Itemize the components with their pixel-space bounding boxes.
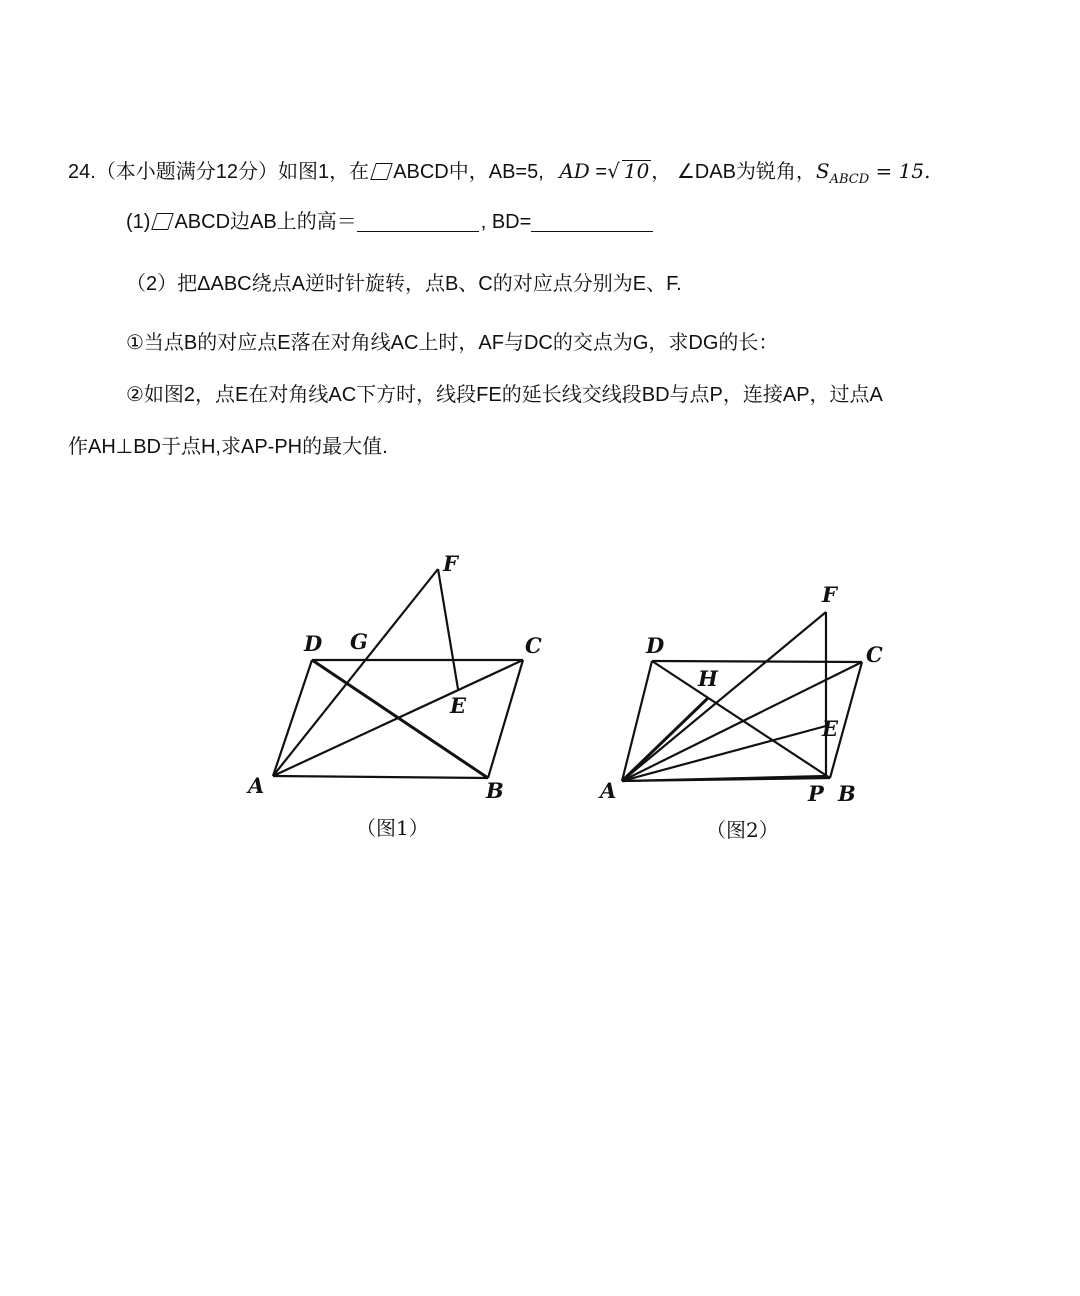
figure-1-caption: （图1）	[356, 816, 429, 840]
label-c: C	[525, 633, 542, 658]
edge-bc	[488, 660, 523, 778]
sub2-line1: ②如图2，点E在对角线AC下方时，线段FE的延长线交线段BD与点P，连接AP，过点A	[126, 384, 883, 406]
figure-2	[590, 570, 900, 815]
part1-text: ABCD边AB上的高＝	[174, 211, 357, 233]
diagonal-bd	[312, 660, 488, 778]
figure-1	[240, 545, 560, 815]
part1-bd: , BD=	[480, 211, 532, 233]
edge-cd	[652, 661, 862, 662]
answer-blank-bd[interactable]	[531, 211, 653, 232]
ad-eq: =	[595, 161, 608, 183]
label-c: C	[866, 642, 883, 667]
edge-da	[622, 661, 652, 781]
parallelogram-icon	[152, 213, 175, 230]
label-e: E	[450, 693, 467, 718]
label-a: A	[600, 778, 617, 803]
label-g: G	[350, 629, 368, 654]
segment-fe	[438, 569, 458, 689]
problem-number: 24.	[68, 161, 96, 183]
problem-header-mid: ABCD中，AB=5,	[393, 161, 544, 183]
area-value: = 15.	[869, 159, 931, 183]
label-b: B	[838, 781, 856, 806]
part1-number: (1)	[126, 211, 151, 233]
edge-ab	[273, 776, 488, 778]
problem-header-pre: （本小题满分12分）如图1，在	[95, 161, 370, 183]
edge-da	[273, 660, 312, 776]
label-f: F	[822, 582, 837, 607]
label-p: P	[808, 781, 824, 806]
problem-header	[68, 157, 930, 194]
label-f: F	[443, 551, 458, 576]
figure-2-diagram	[590, 570, 900, 815]
label-a: A	[248, 773, 265, 798]
angle-text: ， ∠DAB为锐角，	[651, 161, 816, 183]
part2-line: （2）把ΔABC绕点A逆时针旋转，点B、C的对应点分别为E、F.	[126, 273, 682, 295]
ad-label: AD	[559, 159, 590, 183]
label-b: B	[486, 778, 504, 803]
area-symbol: S	[815, 159, 830, 183]
diagonal-bd	[652, 661, 830, 778]
figure-2-caption: （图2）	[706, 818, 779, 842]
segment-af	[273, 569, 438, 776]
parallelogram-icon	[370, 163, 393, 180]
label-d: D	[304, 631, 323, 656]
ad-value: 10	[623, 159, 650, 183]
sub2-line2: 作AH⊥BD于点H,求AP-PH的最大值.	[68, 436, 388, 458]
sub1-line: ①当点B的对应点E落在对角线AC上时，AF与DC的交点为G，求DG的长：	[126, 332, 779, 354]
figure-1-diagram	[240, 545, 560, 815]
answer-blank-height[interactable]	[357, 211, 479, 232]
label-h: H	[698, 666, 718, 691]
part1-line	[126, 208, 655, 236]
label-e: E	[822, 716, 839, 741]
sqrt-icon: √	[607, 159, 620, 183]
label-d: D	[646, 633, 665, 658]
area-subscript: ABCD	[829, 172, 870, 187]
